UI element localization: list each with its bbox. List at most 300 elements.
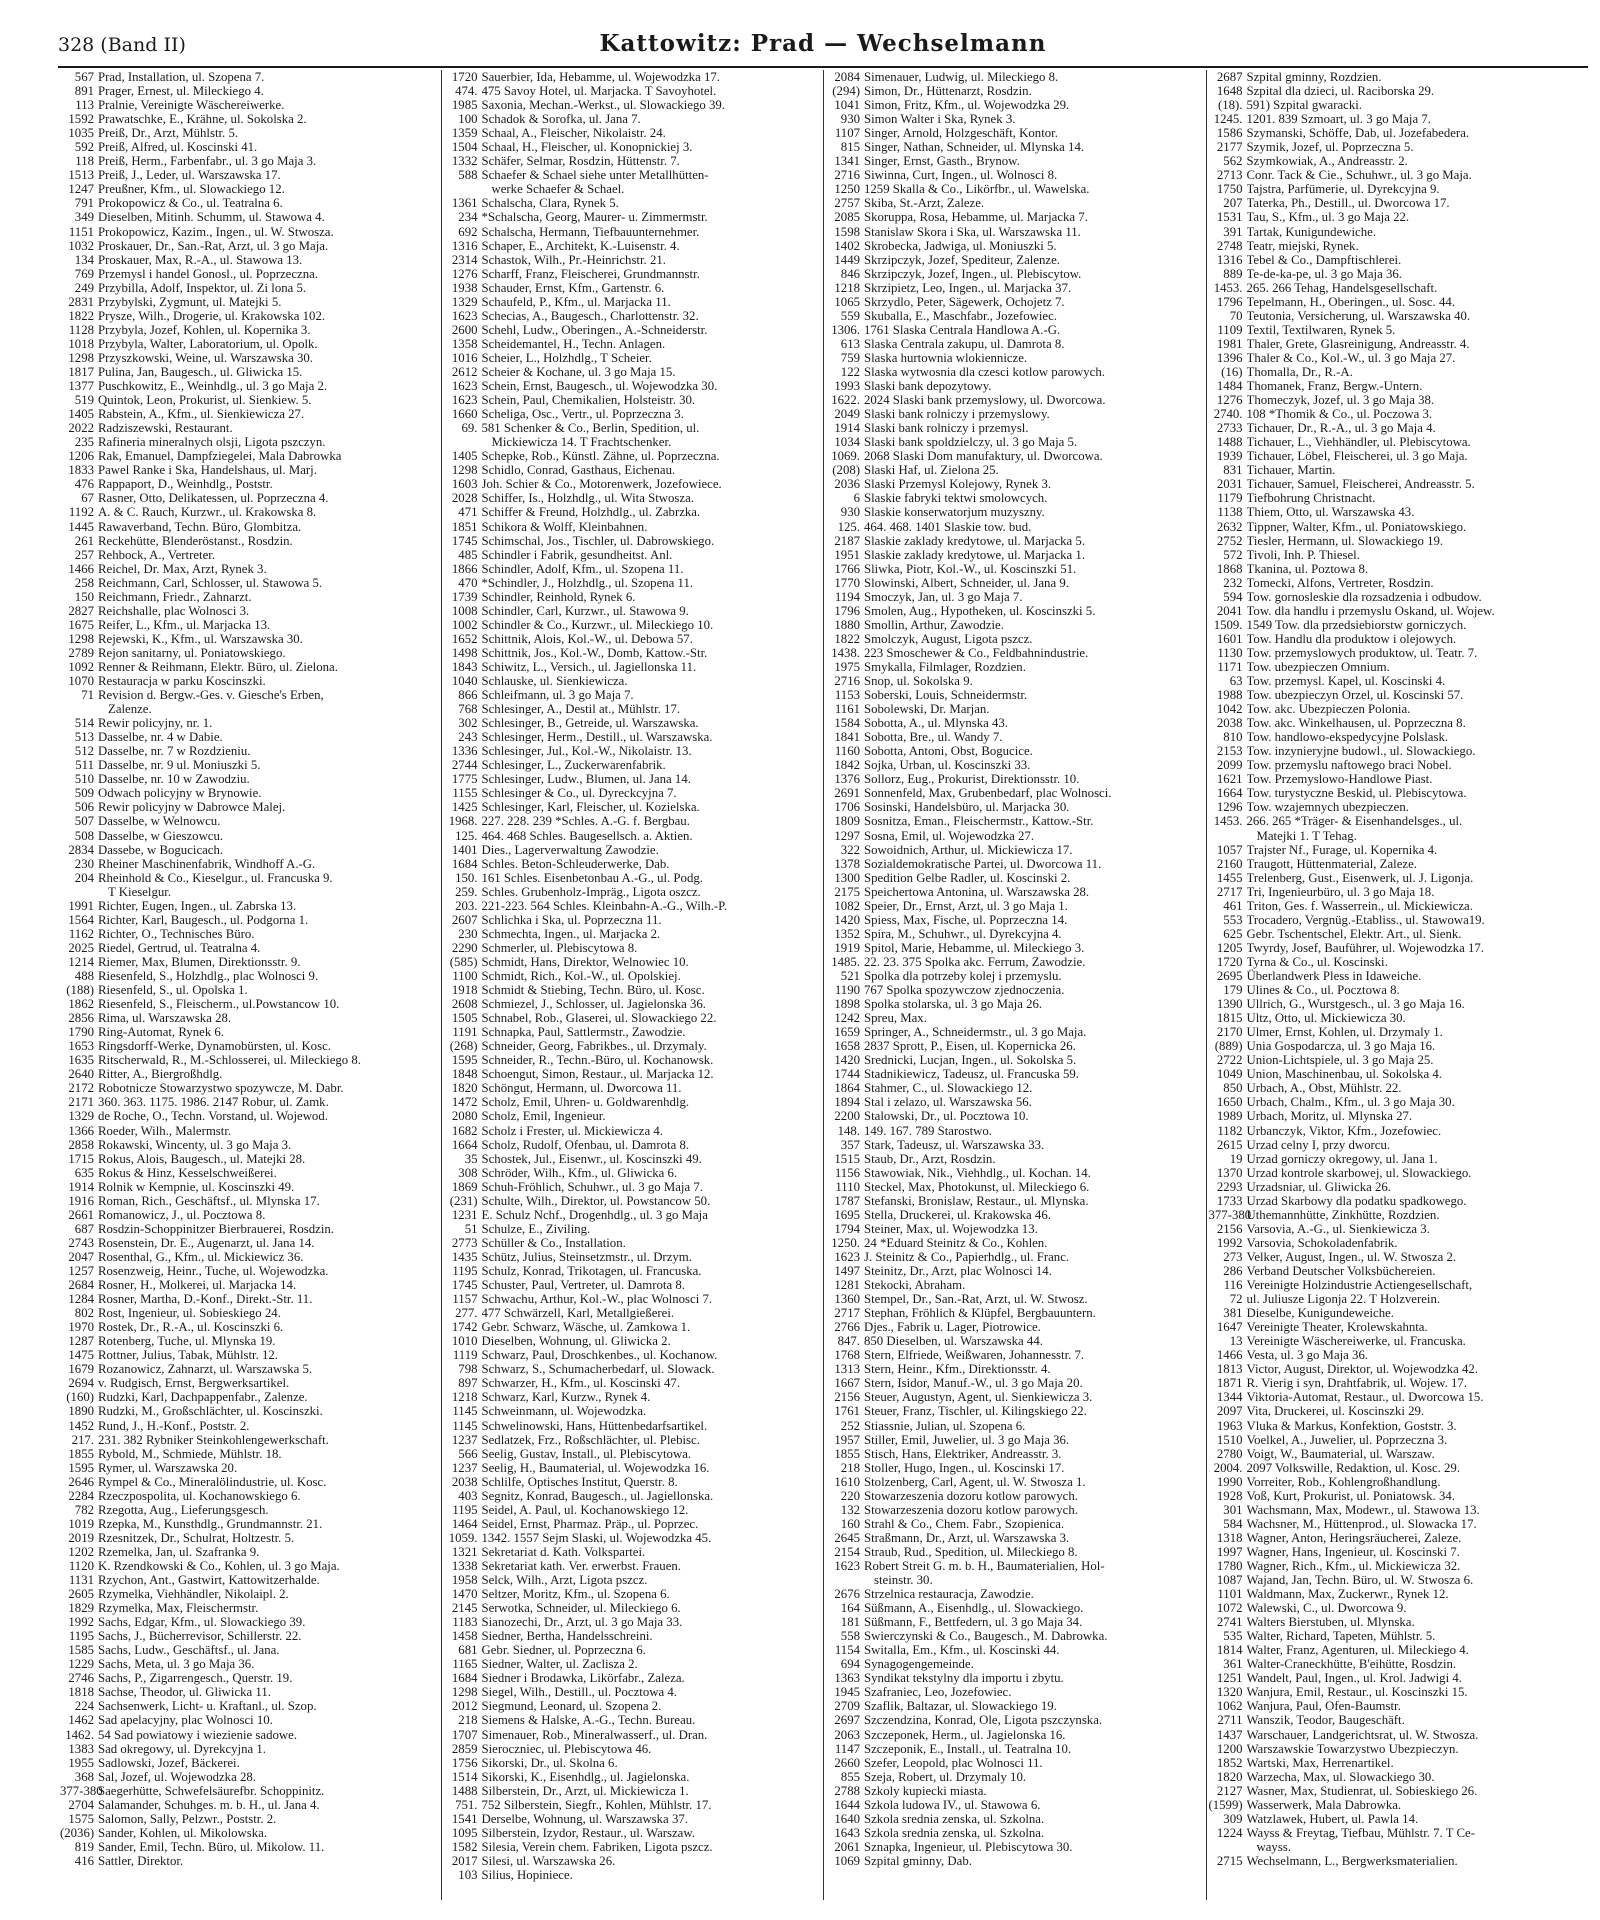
- entry-text: Schiwitz, L., Versich., ul. Jagiellonska 11.: [481, 659, 697, 674]
- entry-text: Spitol, Marie, Hebamme, ul. Mileckiego 3.: [864, 940, 1085, 955]
- entry-text: Tow. gornosleskie dla rozsadzenia i odbudow.: [1246, 589, 1482, 604]
- entry-text: Sadlowski, Jozef, Bäckerei.: [98, 1755, 240, 1770]
- entry-text: Triton, Ges. f. Wasserrein., ul. Mickiewicza.: [1246, 898, 1473, 913]
- directory-entry: [60, 267, 437, 281]
- entry-text: Seidel, A. Paul, ul. Kochanowskiego 12.: [481, 1502, 689, 1517]
- directory-entry: [1209, 225, 1585, 239]
- directory-entry: [826, 1728, 1202, 1742]
- phone-number: 277.: [455, 1306, 478, 1321]
- phone-number: 1659: [834, 1025, 860, 1040]
- phone-number: 1206: [68, 449, 94, 464]
- phone-number: 1296: [1216, 800, 1243, 815]
- directory-entry: [826, 1587, 1202, 1601]
- entry-text: 591) Szpital gwaracki.: [1246, 98, 1362, 113]
- phone-number: 588: [458, 168, 478, 183]
- directory-entry: [1209, 449, 1585, 463]
- directory-entry: [826, 1390, 1202, 1404]
- directory-entry: [444, 786, 820, 800]
- directory-entry: [1209, 1320, 1585, 1334]
- directory-entry: [444, 1657, 820, 1671]
- entry-text: Schauder, Ernst, Kfm., Gartenstr. 6.: [481, 280, 665, 295]
- directory-entry: [1209, 562, 1585, 576]
- directory-entry: [444, 1208, 820, 1222]
- phone-number: 2061: [834, 1839, 860, 1854]
- entry-text: Schles. Grubenholz-Impräg., Ligota oszcz.: [481, 884, 701, 899]
- directory-entry: [60, 323, 437, 337]
- entry-text: Szkola srednia zenska, ul. Szkolna.: [864, 1825, 1045, 1840]
- phone-number: 1377: [68, 379, 94, 394]
- phone-number: 1192: [68, 505, 94, 520]
- directory-entry: [60, 1685, 437, 1699]
- phone-number: 2080: [451, 1109, 478, 1124]
- phone-number: 1316: [451, 238, 478, 253]
- phone-number: 1514: [451, 1769, 478, 1784]
- entry-text: Slaska wytwosnia dla czesci kotlow parowych.: [864, 364, 1105, 379]
- directory-entry: [444, 1124, 820, 1138]
- phone-number: 1898: [834, 997, 860, 1012]
- phone-number: 1652: [451, 631, 478, 646]
- entry-text: Restauracja w parku Koscinszki.: [98, 674, 266, 689]
- directory-entry: [1209, 899, 1585, 913]
- phone-number: 220: [840, 1488, 860, 1503]
- directory-entry: [60, 702, 437, 716]
- directory-entry: [444, 688, 820, 702]
- entry-text: Sikorski, Dr., ul. Skolna 6.: [481, 1755, 618, 1770]
- directory-entry: [1209, 1685, 1585, 1699]
- directory-entry: [826, 70, 1202, 84]
- entry-text: 1342. 1557 Sejm Slaski, ul. Wojewodzka 45.: [481, 1530, 712, 1545]
- directory-entry: [444, 632, 820, 646]
- entry-text: Vluka & Markus, Konfektion, Goststr. 3.: [1246, 1418, 1457, 1433]
- entry-text: Tow. akc. Winkelhausen, ul. Poprzeczna 8.: [1246, 716, 1466, 731]
- phone-number: 1390: [1216, 997, 1243, 1012]
- phone-number: 1229: [68, 1657, 94, 1672]
- entry-text: Rewir policyjny, nr. 1.: [98, 716, 213, 731]
- phone-number: 1455: [1216, 870, 1243, 885]
- directory-entry: [444, 618, 820, 632]
- phone-number: 1488: [1216, 435, 1243, 450]
- entry-text: Vereinigte Wäschereiwerke, ul. Francuska.: [1246, 1334, 1466, 1349]
- phone-number: 1145: [452, 1404, 478, 1419]
- phone-number: 1298: [68, 350, 94, 365]
- directory-entry: [826, 1404, 1202, 1418]
- entry-text: Silius, Hopiniece.: [481, 1868, 573, 1882]
- directory-entry: [826, 421, 1202, 435]
- directory-entry: [1209, 618, 1585, 632]
- directory-entry: [444, 590, 820, 604]
- phone-number: 2660: [834, 1755, 860, 1770]
- directory-entry: [1209, 1615, 1585, 1629]
- directory-entry: [1209, 1671, 1585, 1685]
- directory-entry: [826, 407, 1202, 421]
- entry-text: Rzymelka, Viehhändler, Nikolaipl. 2.: [98, 1587, 289, 1602]
- phone-number: 1820: [451, 1081, 478, 1096]
- entry-text: Wachsmann, Max, Modewr., ul. Stawowa 13.: [1246, 1502, 1480, 1517]
- directory-entry: [826, 1475, 1202, 1489]
- directory-entry: [444, 182, 820, 196]
- entry-text: Szeja, Robert, ul. Drzymaly 10.: [864, 1769, 1027, 1784]
- phone-number: 1405: [68, 407, 94, 422]
- entry-text: Rosenstein, Dr. E., Augenarzt, ul. Jana 14.: [98, 1235, 315, 1250]
- directory-entry: [826, 618, 1202, 632]
- directory-entry: [60, 1503, 437, 1517]
- directory-entry: [444, 1404, 820, 1418]
- phone-number: 512: [74, 744, 94, 759]
- phone-number: 1472: [451, 1095, 478, 1110]
- entry-text: Schüller & Co., Installation.: [481, 1235, 626, 1250]
- phone-number: 1341: [834, 154, 860, 169]
- phone-number: 1595: [451, 1053, 478, 1068]
- directory-entry: [826, 463, 1202, 477]
- phone-number: 2171: [68, 1095, 94, 1110]
- directory-entry: [1209, 505, 1585, 519]
- entry-text: Rima, ul. Warszawska 28.: [98, 1011, 232, 1026]
- directory-entry: [1209, 1840, 1585, 1854]
- entry-text: Steiner, Max, ul. Wojewodzka 13.: [864, 1221, 1038, 1236]
- directory-entry: [444, 421, 820, 435]
- directory-entry: [60, 632, 437, 646]
- directory-entry: [1209, 1236, 1585, 1250]
- directory-entry: [1209, 1166, 1585, 1180]
- directory-entry: [1209, 1812, 1585, 1826]
- directory-entry: [1209, 744, 1585, 758]
- entry-text: Tichauer, Samuel, Fleischerei, Andreasstr. 5.: [1246, 477, 1475, 492]
- directory-entry: [444, 646, 820, 660]
- entry-text: Tow. turystyczne Beskid, ul. Plebiscytowa.: [1246, 786, 1467, 801]
- entry-text: Preiß, Herm., Farbenfabr., ul. 3 go Maja 3.: [98, 154, 317, 169]
- phone-number: 521: [840, 969, 860, 983]
- directory-entry: [826, 1124, 1202, 1138]
- phone-number: 930: [840, 505, 860, 520]
- directory-entry: [1209, 983, 1585, 997]
- phone-number: 2608: [451, 997, 478, 1012]
- directory-entry: [1209, 196, 1585, 210]
- phone-number: 1990: [1216, 1474, 1243, 1489]
- directory-entry: [1209, 534, 1585, 548]
- directory-entry: [60, 154, 437, 168]
- directory-entry: [1209, 1756, 1585, 1770]
- phone-number: 802: [74, 1306, 94, 1321]
- phone-number: 566: [458, 1446, 478, 1461]
- directory-entry: [826, 168, 1202, 182]
- directory-entry: [60, 1152, 437, 1166]
- entry-text: Vereinigte Holzindustrie Actiengesellschaft,: [1246, 1278, 1473, 1293]
- directory-entry: [1209, 421, 1585, 435]
- directory-entry: [60, 1095, 437, 1109]
- directory-entry: [60, 927, 437, 941]
- directory-entry: [444, 309, 820, 323]
- phone-number: 508: [74, 828, 94, 843]
- phone-number: 2019: [68, 1530, 94, 1545]
- directory-entry: [826, 98, 1202, 112]
- directory-entry: [444, 1039, 820, 1053]
- directory-entry: [1209, 1348, 1585, 1362]
- directory-entry: [60, 1854, 437, 1868]
- entry-text: Straub, Rud., Spedition, ul. Mileckiego 8.: [864, 1544, 1078, 1559]
- phone-number: 1016: [451, 350, 478, 365]
- directory-entry: [826, 927, 1202, 941]
- entry-text: J. Steinitz & Co., Papierhdlg., ul. Franc.: [864, 1249, 1070, 1264]
- phone-number: 2640: [68, 1067, 94, 1082]
- phone-number: 1684: [451, 856, 478, 871]
- directory-entry: [60, 997, 437, 1011]
- entry-text: Pawel Ranke i Ska, Handelshaus, ul. Marj.: [98, 463, 317, 478]
- entry-text: Gebr. Siedner, ul. Poprzeczna 6.: [481, 1643, 646, 1658]
- phone-number: 1862: [68, 997, 94, 1012]
- phone-number: 559: [840, 308, 860, 323]
- entry-text: Sollorz, Eug., Prokurist, Direktionsstr. 10.: [864, 772, 1080, 787]
- directory-entry: [1209, 1025, 1585, 1039]
- entry-text: Djes., Fabrik u. Lager, Piotrowice.: [864, 1320, 1041, 1335]
- phone-number: 1298: [68, 631, 94, 646]
- entry-text: Schlauske, ul. Sienkiewicza.: [481, 674, 628, 689]
- phone-number: 2041: [1216, 603, 1243, 618]
- entry-text: Stiller, Emil, Juwelier, ul. 3 go Maja 36.: [864, 1432, 1070, 1447]
- directory-entry: [826, 1208, 1202, 1222]
- directory-entry: [60, 435, 437, 449]
- directory-entry: [1209, 871, 1585, 885]
- directory-entry: [60, 1376, 437, 1390]
- phone-number: 1684: [451, 1671, 478, 1686]
- phone-number: 1809: [834, 814, 860, 829]
- phone-number: 2789: [68, 645, 94, 660]
- entry-text: Tichauer, Dr., R.-A., ul. 3 go Maja 4.: [1246, 421, 1436, 436]
- directory-entry: [60, 885, 437, 899]
- directory-entry: [1209, 1095, 1585, 1109]
- directory-entry: [1209, 1208, 1585, 1222]
- directory-entry: [444, 1334, 820, 1348]
- entry-text: Schittnik, Jos., Kol.-W., Domb, Kattow.-Str.: [481, 645, 708, 660]
- directory-entry: [60, 1124, 437, 1138]
- phone-number: 1359: [451, 126, 478, 141]
- phone-number: 1531: [1216, 210, 1243, 225]
- entry-text: Springer, A., Schneidermstr., ul. 3 go Maja.: [864, 1025, 1087, 1040]
- entry-text: Sattler, Direktor.: [98, 1853, 184, 1868]
- phone-number: 1643: [834, 1825, 860, 1840]
- directory-entry: [60, 1081, 437, 1095]
- phone-number: 2031: [1216, 477, 1243, 492]
- entry-text: Stisch, Hans, Elektriker, Andreasstr. 3.: [864, 1446, 1062, 1461]
- directory-entry: [826, 744, 1202, 758]
- directory-entry: [826, 786, 1202, 800]
- directory-entry: [826, 899, 1202, 913]
- directory-entry: [60, 1278, 437, 1292]
- entry-text: de Roche, O., Techn. Vorstand, ul. Wojewod.: [98, 1109, 328, 1124]
- entry-text: Ullrich, G., Wurstgesch., ul. 3 go Maja 16.: [1246, 997, 1465, 1012]
- phone-number: 179: [1223, 983, 1243, 998]
- entry-text: Steckel, Max, Photokunst, ul. Mileckiego 6.: [864, 1179, 1090, 1194]
- directory-entry: [826, 1362, 1202, 1376]
- entry-text: Przybylski, Zygmunt, ul. Matejki 5.: [98, 294, 282, 309]
- directory-entry: [444, 843, 820, 857]
- phone-number: 2788: [834, 1783, 860, 1798]
- phone-number: 558: [840, 1629, 860, 1644]
- entry-text: Strzelnica restauracja, Zawodzie.: [864, 1587, 1034, 1602]
- entry-text: Walter-Craneckhütte, B'eihütte, Rosdzin.: [1246, 1657, 1457, 1672]
- phone-number: 1794: [834, 1221, 860, 1236]
- entry-text: 464. 468 Schles. Baugesellsch. a. Aktien.: [481, 828, 693, 843]
- entry-text: Conr. Tack & Cie., Schuhwr., ul. 3 go Maja.: [1246, 168, 1472, 183]
- phone-number: 2600: [451, 322, 478, 337]
- entry-text: Smollin, Arthur, Zawodzie.: [864, 617, 1004, 632]
- directory-entry: [444, 1531, 820, 1545]
- directory-entry: [444, 1713, 820, 1727]
- phone-number: 1276: [1216, 393, 1243, 408]
- directory-entry: [444, 1798, 820, 1812]
- entry-text: Saxonia, Mechan.-Werkst., ul. Slowackiego 39.: [481, 98, 725, 113]
- phone-number: 1564: [68, 912, 94, 927]
- entry-text: Schindler, Carl, Kurzwr., ul. Stawowa 9.: [481, 603, 689, 618]
- entry-text: Rappaport, D., Weinhdlg., Poststr.: [98, 477, 273, 492]
- directory-entry: [1209, 210, 1585, 224]
- entry-text: Revision d. Bergw.-Ges. v. Giesche's Erben,: [98, 688, 324, 703]
- phone-number: 694: [840, 1657, 860, 1672]
- phone-number: 1869: [451, 1179, 478, 1194]
- entry-text: Slaskie konserwatorjum muzyszny.: [864, 505, 1045, 520]
- entry-text: Schlesinger, L., Zuckerwarenfabrik.: [481, 758, 666, 773]
- phone-number: 1822: [68, 308, 94, 323]
- phone-number: 1318: [1216, 1530, 1243, 1545]
- phone-number: 1675: [68, 617, 94, 632]
- phone-number: 2314: [451, 252, 478, 267]
- directory-entry: [826, 281, 1202, 295]
- directory-entry: [444, 225, 820, 239]
- directory-entry: [826, 126, 1202, 140]
- directory-entry: [826, 576, 1202, 590]
- directory-entry: [826, 379, 1202, 393]
- phone-number: 403: [458, 1488, 478, 1503]
- directory-entry: [1209, 477, 1585, 491]
- directory-entry: [60, 112, 437, 126]
- directory-entry: [60, 604, 437, 618]
- entry-text: Radziszewski, Restaurant.: [98, 421, 233, 436]
- phone-number: 1648: [1216, 84, 1243, 99]
- phone-number: 261: [74, 533, 94, 548]
- phone-number: 1510: [1216, 1432, 1243, 1447]
- directory-entry: [444, 702, 820, 716]
- directory-entry: [444, 365, 820, 379]
- entry-text: Schlesinger, Jul., Kol.-W., Nikolaistr. 13.: [481, 744, 692, 759]
- phone-number: 1396: [1216, 350, 1243, 365]
- directory-entry: [444, 1390, 820, 1404]
- directory-entry: [60, 1053, 437, 1067]
- entry-text: Sachs, J., Bücherrevisor, Schillerstr. 22.: [98, 1629, 302, 1644]
- directory-entry: [60, 1742, 437, 1756]
- phone-number: 1200: [1216, 1741, 1243, 1756]
- phone-number: 1462: [68, 1713, 94, 1728]
- entry-text: Schehl, Ludw., Oberingen., A.-Schneiderstr.: [481, 322, 708, 337]
- entry-text: Schalscha, Clara, Rynek 5.: [481, 196, 619, 211]
- entry-text: Uthemannhütte, Zinkhütte, Rozdzien.: [1246, 1207, 1440, 1222]
- entry-text: Rozanowicz, Zahnarzt, ul. Warszawska 5.: [98, 1362, 313, 1377]
- directory-entry: [444, 1320, 820, 1334]
- directory-columns: [58, 70, 1588, 1900]
- phone-number: 1894: [834, 1095, 860, 1110]
- phone-number: 2757: [834, 196, 860, 211]
- entry-text: Urbach, Chalm., Kfm., ul. 3 go Maja 30.: [1246, 1095, 1455, 1110]
- entry-text: Schäfer, Selmar, Rosdzin, Hüttenstr. 7.: [481, 154, 680, 169]
- phone-number: 1768: [834, 1348, 860, 1363]
- entry-text: Steuer, Augustyn, Agent, ul. Sienkiewicza 3.: [864, 1390, 1093, 1405]
- phone-number: 1790: [68, 1025, 94, 1040]
- directory-entry: [60, 1236, 437, 1250]
- phone-number: 125.: [455, 828, 478, 843]
- entry-text: Tow. przemysl. Kapel, ul. Koscinski 4.: [1246, 674, 1446, 689]
- directory-entry: [60, 210, 437, 224]
- phone-number: 514: [74, 716, 94, 731]
- entry-text: Urbanczyk, Viktor, Kfm., Jozefowiec.: [1246, 1123, 1442, 1138]
- directory-entry: [60, 744, 437, 758]
- entry-text: Stella, Druckerei, ul. Krakowska 46.: [864, 1207, 1051, 1222]
- phone-number: 63: [1229, 674, 1243, 689]
- phone-number: 235: [74, 435, 94, 450]
- phone-number: 2038: [451, 1474, 478, 1489]
- entry-text: Szpital gminny, Rozdzien.: [1246, 70, 1382, 84]
- directory-entry: [826, 1447, 1202, 1461]
- phone-number: 391: [1223, 224, 1243, 239]
- phone-number: 1733: [1216, 1193, 1243, 1208]
- phone-number: 1916: [68, 1193, 94, 1208]
- directory-entry: [444, 126, 820, 140]
- directory-entry: [826, 477, 1202, 491]
- phone-number: 815: [840, 140, 860, 155]
- entry-text: Sad okregowy, ul. Dyrekcyjna 1.: [98, 1741, 266, 1756]
- entry-text: Stolzenberg, Carl, Agent, ul. W. Stwosza 1.: [864, 1474, 1086, 1489]
- phone-number: 1183: [452, 1615, 478, 1630]
- phone-number: 1035: [68, 126, 94, 141]
- directory-entry: [60, 421, 437, 435]
- directory-entry: [1209, 1138, 1585, 1152]
- directory-entry: [1209, 463, 1585, 477]
- phone-number: 1321: [451, 1544, 478, 1559]
- directory-entry: [1209, 1306, 1585, 1320]
- directory-entry: [826, 182, 1202, 196]
- phone-number: 1165: [452, 1657, 478, 1672]
- entry-text: Simon Walter i Ska, Rynek 3.: [864, 112, 1016, 127]
- directory-entry: [444, 520, 820, 534]
- entry-text: Tajstra, Parfümerie, ul. Dyrekcyjna 9.: [1246, 182, 1440, 197]
- phone-number: 1336: [451, 744, 478, 759]
- phone-number: 2022: [68, 421, 94, 436]
- entry-text: Teutonia, Versicherung, ul. Warszawska 40.: [1246, 308, 1471, 323]
- directory-entry: [444, 1250, 820, 1264]
- directory-entry: [826, 688, 1202, 702]
- phone-number: 1195: [452, 1502, 478, 1517]
- phone-number: 2717: [834, 1306, 860, 1321]
- entry-text: Sikorski, K., Eisenhdlg., ul. Jagielonska.: [481, 1769, 690, 1784]
- phone-number: 2025: [68, 940, 94, 955]
- directory-entry: [826, 1222, 1202, 1236]
- entry-text: Reichmann, Carl, Schlosser, ul. Stawowa 5.: [98, 575, 323, 590]
- phone-number: (585): [449, 954, 478, 969]
- phone-number: 846: [840, 266, 860, 281]
- phone-number: 2175: [834, 884, 860, 899]
- directory-entry: [60, 1531, 437, 1545]
- phone-number: 2716: [834, 168, 860, 183]
- directory-entry: [826, 1025, 1202, 1039]
- entry-text: 221-223. 564 Schles. Kleinbahn-A.-G., Wilh.-P.: [481, 898, 728, 913]
- phone-number: 1453.: [1213, 814, 1243, 829]
- directory-entry: [444, 983, 820, 997]
- entry-text: Sachs, Ludw., Geschäftsf., ul. Jana.: [98, 1643, 280, 1658]
- entry-text: Thomeczyk, Jozef, ul. 3 go Maja 38.: [1246, 393, 1435, 408]
- entry-text: Textil, Textilwaren, Rynek 5.: [1246, 322, 1396, 337]
- entry-text: Roman, Rich., Geschäftsf., ul. Mlynska 17.: [98, 1193, 320, 1208]
- directory-entry: [444, 1222, 820, 1236]
- phone-number: 1951: [834, 547, 860, 562]
- phone-number: 230: [74, 856, 94, 871]
- phone-number: 204: [74, 870, 94, 885]
